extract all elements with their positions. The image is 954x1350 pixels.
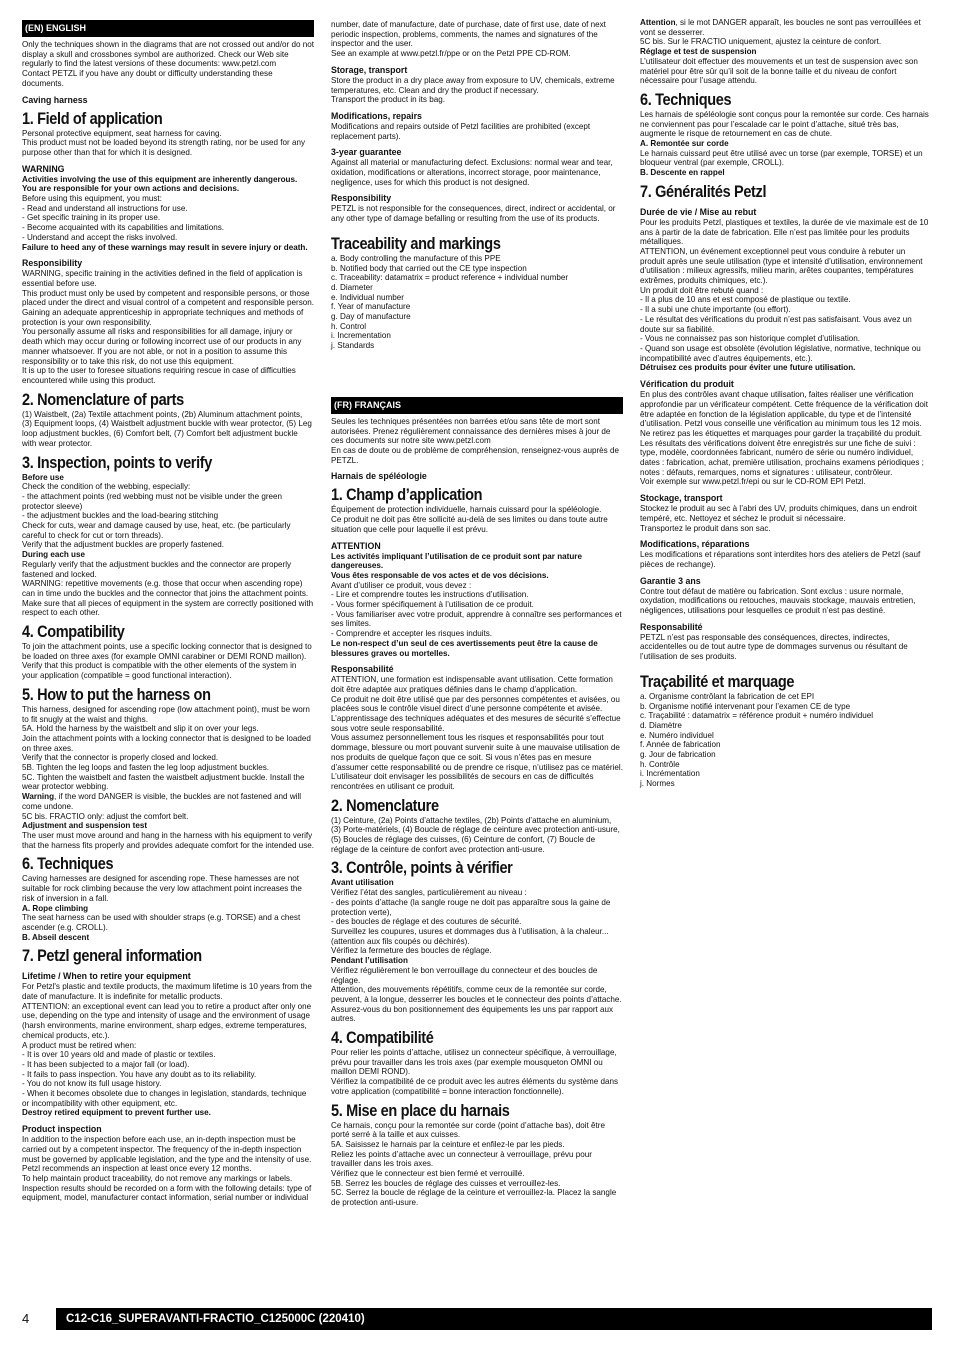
paragraph: Before using this equipment, you must: — [22, 194, 162, 204]
paragraph: Vérifiez que le connecteur est bien fermé et verrouillé. — [331, 1169, 525, 1179]
paragraph: En plus des contrôles avant chaque utilisation, faites réaliser une vérification approfondie par un vérificateur compétent. Cette fréquence de la vérification doit être adaptée en fonction de la législation applicable, du type et de l’intensité d’utilisation. Petzl vous conseille une vérification au minimum tous les 12 mois. — [640, 390, 928, 429]
paragraph: - Vous former spécifiquement à l’utilisation de ce produit. — [331, 600, 534, 610]
paragraph: Le harnais cuissard peut être utilisé avec un torse (par exemple, TORSE) et un bloqueur ventral (par exemple, CROLL). — [640, 148, 923, 168]
minor-heading: A. Remontée sur corde — [640, 139, 729, 149]
paragraph: number, date of manufacture, date of purchase, date of first use, date of next periodic inspection, problems, comments, the names and signatures of the inspector and the user. — [331, 20, 606, 49]
section-heading: 7. Petzl general information — [22, 947, 202, 966]
paragraph: d. Diameter — [331, 282, 373, 292]
paragraph: L’apprentissage des techniques adéquates et des mesures de sécurité s’effectue sous votre seule responsabilité. — [331, 714, 621, 733]
bold-paragraph: Détruisez ces produits pour éviter une future utilisation. — [640, 363, 856, 373]
paragraph: This product must only be used by competent and responsible persons, or those placed under the direct and visual control of a competent and responsible person. — [22, 288, 315, 308]
subsection-heading: Garantie 3 ans — [640, 575, 701, 586]
paragraph: In addition to the inspection before each use, an in-depth inspection must be carried out by a competent inspector. The frequency of the in-depth inspection must be governed by applicable legislation, and the type and the intensity of use. Petzl recommends an inspection at least once every 12 months. — [22, 1135, 312, 1174]
paragraph: It is up to the user to foresee situations requiring rescue in case of difficulties encountered while using this product. — [22, 366, 296, 385]
paragraph: Check the condition of the webbing, especially: — [22, 482, 191, 492]
minor-heading: Avant utilisation — [331, 878, 394, 888]
paragraph: Contact PETZL if you have any doubt or difficulty understanding these documents. — [22, 69, 273, 88]
paragraph: Contre tout défaut de matière ou fabrication. Sont exclus : usure normale, oxydation, modifications ou retouches, mauvais stockage, mauvais entretien, négligences, utilisations pour lesquelles ce produit n’est pas destiné. — [640, 586, 916, 616]
page-footer — [22, 1308, 932, 1330]
paragraph: - Quand son usage est obsolète (évolution législative, normative, technique ou incompatibilité avec d’autres équipements, etc.). — [640, 343, 921, 363]
paragraph: j. Standards — [331, 341, 375, 351]
paragraph: h. Control — [331, 321, 367, 331]
spacer — [640, 662, 932, 668]
paragraph: Personal protective equipment, seat harness for caving. — [22, 128, 222, 138]
paragraph: Reliez les points d’attache avec un connecteur à verrouillage, prévu pour travailler dans les trois axes. — [331, 1149, 592, 1169]
bold-paragraph: Failure to heed any of these warnings may result in severe injury or death. — [22, 242, 308, 252]
paragraph: b. Organisme notifié intervenant pour l’examen CE de type — [640, 701, 851, 711]
paragraph: g. Day of manufacture — [331, 312, 411, 322]
paragraph: 5C. Serrez la boucle de réglage de la ceinture et verrouillez-la. Placez la sangle de protection anti-usure. — [331, 1188, 617, 1208]
warning-label: Attention — [640, 18, 676, 27]
paragraph: e. Individual number — [331, 292, 404, 302]
minor-heading: Réglage et test de suspension — [640, 47, 757, 57]
paragraph: To help maintain product traceability, do not remove any markings or labels. — [22, 1173, 293, 1183]
paragraph: Voir exemple sur www.petzl.fr/epi ou sur le CD-ROM EPI Petzl. — [640, 477, 866, 487]
paragraph: For Petzl's plastic and textile products, the maximum lifetime is 10 years from the date of manufacture. It is indefinite for metallic products. — [22, 982, 312, 1002]
paragraph: Verify that the connector is properly closed and locked. — [22, 753, 219, 763]
section-heading: 5. How to put the harness on — [22, 685, 211, 704]
paragraph: - It is over 10 years old and made of plastic or textiles. — [22, 1050, 216, 1060]
paragraph: 5B. Serrez les boucles de réglage des cuisses et verrouillez-les. — [331, 1178, 561, 1188]
paragraph — [640, 18, 932, 37]
paragraph: d. Diamètre — [640, 720, 682, 730]
paragraph: 5A. Saisissez le harnais par la ceinture et enfilez-le par les pieds. — [331, 1139, 565, 1149]
section-heading: 1. Field of application — [22, 109, 163, 128]
paragraph: Only the techniques shown in the diagrams that are not crossed out and/or do not display a skull and crossbones symbol are authorized. Check our Web site regularly to find the latest versions of these documents: www.petzl.com — [22, 40, 315, 69]
paragraph: Verify that the adjustment buckles are properly fastened. — [22, 540, 225, 550]
section-heading: Traçabilité et marquage — [640, 672, 795, 691]
paragraph: i. Incrementation — [331, 331, 391, 341]
minor-heading: A. Rope climbing — [22, 903, 89, 913]
paragraph: You personally assume all risks and responsibilities for all damage, injury or death which may occur during or following incorrect use of our products in any manner whatsoever. If you are not able, or not in a position to assume this responsibility or to take this risk, do not use this equipment. — [22, 327, 302, 366]
paragraph: - When it becomes obsolete due to changes in legislation, standards, technique or incompatibility with other equipment, etc. — [22, 1089, 307, 1108]
paragraph: WARNING, specific training in the activities defined in the field of application is essential before use. — [22, 269, 303, 288]
paragraph: j. Normes — [640, 779, 675, 789]
paragraph: See an example at www.petzl.fr/ppe or on the Petzl PPE CD-ROM. — [331, 49, 571, 59]
subsection-heading: Harnais de spéléologie — [331, 471, 427, 482]
paragraph: En cas de doute ou de problème de compréhension, renseignez-vous auprès de PETZL. — [331, 445, 619, 465]
paragraph: Les modifications et réparations sont interdites hors des ateliers de Petzl (sauf pièces de rechange). — [640, 550, 921, 569]
paragraph: Pour relier les points d’attache, utilisez un connecteur spécifique, à verrouillage, prévu pour travailler dans les trois axes (par exemple mousqueton OMNI ou maillon DEMI ROND). — [331, 1048, 617, 1077]
subsection-heading: Responsibility — [22, 258, 83, 269]
paragraph: - the attachment points (red webbing must not be visible under the green protector sleeve) — [22, 491, 283, 511]
paragraph: a. Organisme contrôlant la fabrication de cet EPI — [640, 691, 815, 701]
paragraph: Avant d’utiliser ce produit, vous devez : — [331, 580, 472, 590]
paragraph: a. Body controlling the manufacture of this PPE — [331, 253, 501, 263]
spacer — [331, 224, 623, 230]
paragraph: c. Traçabilité : datamatrix = référence produit + numéro individuel — [640, 711, 874, 721]
bold-paragraph: Le non-respect d’un seul de ces avertissements peut être la cause de blessures graves ou mortelles. — [331, 638, 598, 658]
subsection-heading: Modifications, réparations — [640, 539, 750, 550]
paragraph: - Il a plus de 10 ans et est composé de plastique ou textile. — [640, 295, 851, 305]
paragraph: L’utilisateur doit effectuer des mouvements et un test de suspension avec son matériel pour être sûr qu’il soit de la bonne taille et du niveau de confort nécessaire pour l’usage attendu. — [640, 56, 918, 86]
paragraph: - Il a subi une chute importante (ou effort). — [640, 305, 791, 315]
paragraph: PETZL n’est pas responsable des conséquences, directes, indirectes, accidentelles ou de tout autre type de dommages survenus ou résultant de l’utilisation de ses produits. — [640, 632, 908, 662]
paragraph: (1) Ceinture, (2a) Points d’attache textiles, (2b) Points d’attache en aluminium, (3) Porte-matériels, (4) Boucle de réglage de ceinture avec protection anti-usure, (5) Boucles de réglage des cuisses, (6) Ceinture de confort, (7) Boucle de réglage de la ceinture de confort avec protection anti-usure. — [331, 815, 620, 854]
paragraph: Transportez le produit dans son sac. — [640, 523, 771, 533]
bold-paragraph: Les activités impliquant l’utilisation de ce produit sont par nature dangereuses. — [331, 551, 582, 571]
paragraph: ATTENTION, un événement exceptionnel peut vous conduire à rebuter un produit après une seule utilisation (type et intensité d’utilisation, environnement d’utilisation : milieux agressifs, milieu marin, arêtes coupantes, températures extrêmes, produits chimiques, etc.). — [640, 246, 923, 286]
paragraph: f. Year of manufacture — [331, 302, 411, 312]
paragraph: Inspection results should be recorded on a form with the following details: type of equipment, model, manufacturer contact information, serial number or individual — [22, 1183, 312, 1203]
section-heading: 4. Compatibilité — [331, 1029, 434, 1048]
paragraph: The seat harness can be used with shoulder straps (e.g. TORSE) and a chest ascender (e.g. CROLL). — [22, 913, 301, 932]
paragraph: L’utilisateur doit envisager les possibilités de secours en cas de difficultés rencontrées en utilisant ce produit. — [331, 772, 594, 791]
paragraph: i. Incrémentation — [640, 769, 700, 779]
document-reference: C12-C16_SUPERAVANTI-FRACTIO_C125000C (220410) — [56, 1308, 932, 1330]
minor-heading: Pendant l’utilisation — [331, 956, 408, 966]
subsection-heading: Caving harness — [22, 94, 88, 105]
paragraph: g. Jour de fabrication — [640, 750, 716, 760]
subsection-heading: ATTENTION — [331, 540, 381, 551]
paragraph: Regularly verify that the adjustment buckles and the connector are properly fastened and locked. — [22, 559, 292, 579]
paragraph: PETZL is not responsible for the consequences, direct, indirect or accidental, or any other type of damage befalling or resulting from the use of its products. — [331, 204, 616, 224]
paragraph: 5A. Hold the harness by the waistbelt and slip it on over your legs. — [22, 724, 259, 734]
subsection-heading: Responsabilité — [640, 621, 703, 632]
subsection-heading: Vérification du produit — [640, 379, 734, 390]
paragraph: Attention, des mouvements répétitifs, comme ceux de la remontée sur corde, peuvent, à la longue, desserrer les boucles et le connecteur des points d’attache. — [331, 985, 622, 1004]
paragraph: Transport the product in its bag. — [331, 95, 445, 105]
paragraph: Vous assumez personnellement tous les risques et responsabilités pour tout dommage, blessure ou mort pouvant survenir suite à une mauvaise utilisation de nos produits de quelque façon que ce soit. Si vous n’êtes pas en mesure d’assumer cette responsabilité ou de prendre ce risque, n’utilisez pas ce matériel. — [331, 733, 623, 772]
paragraph: Check for cuts, wear and damage caused by use, heat, etc. (be particularly careful to check for cut or torn threads). — [22, 521, 291, 540]
page-number: 4 — [22, 1311, 30, 1326]
minor-heading: Adjustment and suspension test — [22, 821, 148, 831]
paragraph — [22, 792, 314, 811]
paragraph: Assurez-vous du bon positionnement des équipements les uns par rapport aux autres. — [331, 1004, 614, 1024]
section-heading: 3. Contrôle, points à vérifier — [331, 859, 513, 878]
section-heading: 2. Nomenclature of parts — [22, 390, 184, 409]
paragraph: h. Contrôle — [640, 759, 680, 769]
column-english-french — [331, 20, 623, 1208]
spacer — [331, 351, 623, 397]
paragraph: Against all material or manufacturing defect. Exclusions: normal wear and tear, oxidation, modifications or alterations, incorrect storage, poor maintenance, negligence, uses for which this product is not designed. — [331, 158, 613, 187]
paragraph: Vérifiez la fermeture des boucles de réglage. — [331, 946, 492, 956]
paragraph: - Read and understand all instructions for use. — [22, 203, 188, 213]
paragraph: - des points d’attache (la sangle rouge ne doit pas apparaître sous la gaine de protection verte), — [331, 897, 611, 917]
subsection-heading: Product inspection — [22, 1124, 102, 1135]
paragraph: Ce harnais, conçu pour la remontée sur corde (point d’attache bas), doit être porté serré à la taille et aux cuisses. — [331, 1120, 605, 1140]
paragraph: - Vous ne connaissez pas son historique complet d’utilisation. — [640, 334, 861, 344]
paragraph: Équipement de protection individuelle, harnais cuissard pour la spéléologie. — [331, 505, 602, 515]
warning-text: , if the word DANGER is visible, the buckles are not fastened and will come undone. — [22, 792, 302, 811]
paragraph: (1) Waistbelt, (2a) Textile attachment points, (2b) Aluminum attachment points, (3) Equipment loops, (4) Waistbelt adjustment buckle with wear protector, (5) Leg loop adjustment buckles, (6) Comfort belt, (7) Comfort belt adjustment buckle with wear protector. — [22, 409, 312, 448]
subsection-heading: Durée de vie / Mise au rebut — [640, 206, 757, 217]
paragraph: 5B. Tighten the leg loops and fasten the leg loop adjustment buckles. — [22, 763, 270, 773]
bold-paragraph: Destroy retired equipment to prevent further use. — [22, 1108, 211, 1118]
section-heading: 7. Généralités Petzl — [640, 182, 767, 201]
paragraph: This harness, designed for ascending rope (low attachment point), must be worn to fit snugly at the waist and thighs. — [22, 704, 310, 724]
paragraph: Caving harnesses are designed for ascending rope. These harnesses are not suitable for rock climbing because the very low attachment point increases the risk of inversion in a fall. — [22, 874, 302, 903]
subsection-heading: Lifetime / When to retire your equipment — [22, 971, 191, 982]
paragraph: Store the product in a dry place away from exposure to UV, chemicals, extreme temperatures, etc. Clean and dry the product if necessary. — [331, 75, 615, 95]
paragraph: - You do not know its full usage history. — [22, 1079, 162, 1089]
paragraph: - Le résultat des vérifications du produit n’est pas satisfaisant. Vous avez un doute sur sa fiabilité. — [640, 314, 912, 334]
paragraph: Seules les techniques présentées non barrées et/ou sans tête de mort sont autorisées. Prenez régulièrement connaissance des dernières mises à jour de ces documents sur notre site www.petzl.com — [331, 416, 611, 446]
paragraph: WARNING: repetitive movements (e.g. those that occur when ascending rope) can in time undo the buckles and the connector that joins the attachment points. — [22, 579, 309, 598]
paragraph: - Vous familiariser avec votre produit, apprendre à connaître ses performances et ses limites. — [331, 609, 622, 629]
minor-heading: Before use — [22, 472, 64, 482]
bold-paragraph: Vous êtes responsable de vos actes et de vos décisions. — [331, 570, 549, 580]
paragraph: e. Numéro individuel — [640, 730, 714, 740]
subsection-heading: Storage, transport — [331, 64, 408, 75]
language-header: (FR) FRANÇAIS — [331, 397, 623, 414]
paragraph: Ce produit ne doit pas être sollicité au-delà de ses limites ou dans toute autre situation que celle pour laquelle il est prévu. — [331, 515, 608, 534]
paragraph: - des boucles de réglage et des coutures de sécurité. — [331, 917, 522, 927]
section-heading: 6. Techniques — [640, 90, 732, 109]
section-heading: Traceability and markings — [331, 234, 501, 253]
bold-paragraph: You are responsible for your own actions and decisions. — [22, 184, 240, 194]
paragraph: This product must not be loaded beyond its strength rating, nor be used for any purpose other than that for which it is designed. — [22, 138, 306, 157]
paragraph: Verify that this product is compatible with the other elements of the system in your application (compatible = good functional interaction). — [22, 661, 297, 681]
paragraph: Un produit doit être rebuté quand : — [640, 285, 764, 295]
paragraph: Make sure that all pieces of equipment in the system are correctly positioned with respect to each other. — [22, 598, 314, 618]
language-header: (EN) ENGLISH — [22, 20, 314, 37]
paragraph: Pour les produits Petzl, plastiques et textiles, la durée de vie maximale est de 10 ans à partir de la date de fabrication. Elle n’est pas limitée pour les produits métalliques. — [640, 217, 929, 247]
minor-heading: B. Descente en rappel — [640, 168, 725, 178]
paragraph: f. Année de fabrication — [640, 740, 721, 750]
paragraph: Vérifiez la compatibilité de ce produit avec les autres éléments du système dans votre application (compatibilité = bonne interaction fonctionnelle). — [331, 1077, 619, 1096]
paragraph: Modifications and repairs outside of Petzl facilities are prohibited (except replacement parts). — [331, 121, 591, 141]
paragraph: The user must move around and hang in the harness with his equipment to verify that the harness fits properly and provides adequate comfort for the intended use. — [22, 831, 315, 850]
paragraph: Stockez le produit au sec à l’abri des UV, produits chimiques, dans un endroit tempéré, etc. Nettoyez et séchez le produit si nécessaire. — [640, 504, 917, 523]
paragraph: - Comprendre et accepter les risques induits. — [331, 629, 493, 639]
paragraph: Join the attachment points with a locking connector that is designed to be loaded on three axes. — [22, 733, 311, 753]
subsection-heading: WARNING — [22, 163, 65, 174]
section-heading: 4. Compatibility — [22, 623, 125, 642]
paragraph: To join the attachment points, use a specific locking connector that is designed to be loaded on three axes (for example OMNI carabiner or DEMI ROND maillon). — [22, 642, 312, 661]
paragraph: b. Notified body that carried out the CE type inspection — [331, 263, 527, 273]
column-french — [640, 18, 932, 789]
minor-heading: B. Abseil descent — [22, 932, 90, 942]
paragraph: - Get specific training in its proper use. — [22, 213, 161, 223]
subsection-heading: 3-year guarantee — [331, 147, 402, 158]
paragraph: 5C. Tighten the waistbelt and fasten the waistbelt adjustment buckle. Install the wear protector webbing. — [22, 772, 305, 792]
paragraph: Vérifiez l’état des sangles, particulièrement au niveau : — [331, 888, 527, 898]
section-heading: 2. Nomenclature — [331, 796, 439, 815]
paragraph: Gaining an adequate apprenticeship in appropriate techniques and methods of protection is your own responsibility. — [22, 308, 304, 327]
paragraph: ATTENTION, une formation est indispensable avant utilisation. Cette formation doit être adaptée aux pratiques définies dans le champ d’application. — [331, 675, 613, 694]
paragraph: - Lire et comprendre toutes les instructions d’utilisation. — [331, 590, 529, 600]
paragraph: A product must be retired when: — [22, 1040, 137, 1050]
paragraph: - Understand and accept the risks involved. — [22, 232, 178, 242]
paragraph: Les harnais de spéléologie sont conçus pour la remontée sur corde. Ces harnais ne conviennent pas pour l’escalade car le point d’attache, situé très bas, augmente le risque de retournement en cas de chute. — [640, 109, 929, 139]
column-english — [22, 20, 314, 1203]
warning-label: Warning — [22, 792, 55, 802]
paragraph: Vérifiez régulièrement le bon verrouillage du connecteur et des boucles de réglage. — [331, 965, 598, 985]
warning-text: , si le mot DANGER apparaît, les boucles ne sont pas verrouillées et vont se desserrer. — [640, 18, 921, 37]
paragraph: - It has been subjected to a major fall (or load). — [22, 1059, 190, 1069]
section-heading: 6. Techniques — [22, 855, 114, 874]
paragraph: - the adjustment buckles and the load-bearing stitching — [22, 511, 219, 521]
subsection-heading: Modifications, repairs — [331, 110, 422, 121]
minor-heading: During each use — [22, 550, 85, 560]
section-heading: 1. Champ d’application — [331, 486, 483, 505]
paragraph: c. Traceability: datamatrix = product reference + individual number — [331, 273, 569, 283]
paragraph: Les résultats des vérifications doivent être enregistrés sur une fiche de suivi : type, modèle, coordonnées fabricant, numéro de série ou numéro individuel, dates : fabrication, achat, première utilisation, prochains examens périodiques ; notes : défauts, remarques, noms et signatures : utilisateur, contrôleur. — [640, 438, 924, 477]
paragraph: Surveillez les coupures, usures et dommages dus à l’utilisation, à la chaleur... (attention aux fils coupés ou déchirés). — [331, 927, 609, 946]
subsection-heading: Responsabilité — [331, 664, 394, 675]
paragraph: Ne retirez pas les étiquettes et marquages pour garder la traçabilité du produit. — [640, 428, 923, 438]
paragraph: 5C bis. FRACTIO only: adjust the comfort belt. — [22, 811, 189, 821]
subsection-heading: Responsibility — [331, 193, 392, 204]
section-heading: 5. Mise en place du harnais — [331, 1101, 510, 1120]
paragraph: - It fails to pass inspection. You have any doubt as to its reliability. — [22, 1069, 257, 1079]
section-heading: 3. Inspection, points to verify — [22, 453, 212, 472]
paragraph: 5C bis. Sur le FRACTIO uniquement, ajustez la ceinture de confort. — [640, 37, 882, 47]
paragraph: ATTENTION: an exceptional event can lead you to retire a product after only one use, depending on the type and intensity of usage and the environment of usage (harsh environments, marine environment, sharp edges, extreme temperatures, chemical products, etc.). — [22, 1001, 312, 1040]
subsection-heading: Stockage, transport — [640, 493, 723, 504]
paragraph: - Become acquainted with its capabilities and limitations. — [22, 223, 224, 233]
bold-paragraph: Activities involving the use of this equipment are inherently dangerous. — [22, 174, 298, 184]
paragraph: Ce produit ne doit être utilisé que par des personnes compétentes et avisées, ou placées sous le contrôle visuel direct d’une personne compétente et avisée. — [331, 694, 620, 714]
